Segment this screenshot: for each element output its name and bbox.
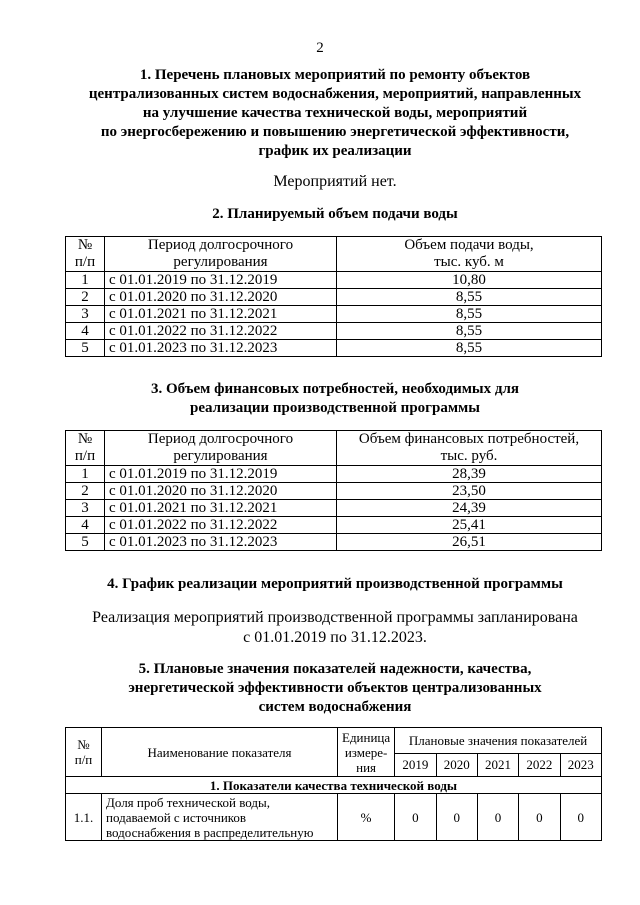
table-row	[66, 466, 602, 483]
row-num: 5	[66, 534, 105, 551]
section-1-text: Мероприятий нет.	[273, 173, 397, 190]
table-row	[66, 794, 602, 841]
row-period: с 01.01.2023 по 31.12.2023	[105, 534, 337, 551]
section-5-title-line: 5. Плановые значения показателей надежности, качества,	[138, 661, 532, 677]
header-finance: Объем финансовых потребностей, тыс. руб.	[337, 431, 602, 466]
row-period: с 01.01.2020 по 31.12.2020	[105, 289, 337, 306]
section-4-title: 4. График реализации мероприятий производственной программы	[107, 576, 563, 592]
row-value: 10,80	[337, 272, 602, 289]
table-row	[66, 500, 602, 517]
row-unit: %	[338, 794, 395, 841]
row-period: с 01.01.2020 по 31.12.2020	[105, 483, 337, 500]
header-num: № п/п	[66, 728, 102, 777]
indicators-table	[65, 727, 602, 841]
row-value: 8,55	[337, 289, 602, 306]
table-row	[66, 483, 602, 500]
header-year: 2023	[560, 753, 601, 776]
header-year: 2022	[519, 753, 560, 776]
header-planned-values: Плановые значения показателей	[395, 728, 602, 754]
section-3-title-line: реализации производственной программы	[190, 400, 480, 416]
row-value: 0	[436, 794, 477, 841]
row-value: 28,39	[337, 466, 602, 483]
row-period: с 01.01.2023 по 31.12.2023	[105, 340, 337, 357]
header-year: 2020	[436, 753, 477, 776]
row-indicator-name: Доля проб технической воды, подаваемой с источников водоснабжения в распределительную	[102, 794, 338, 841]
row-value: 0	[560, 794, 601, 841]
table-row	[66, 323, 602, 340]
section-1-title	[60, 66, 610, 161]
header-period: Период долгосрочного регулирования	[105, 431, 337, 466]
row-value: 8,55	[337, 306, 602, 323]
header-indicator-name: Наименование показателя	[102, 728, 338, 777]
row-num: 5	[66, 340, 105, 357]
row-period: с 01.01.2019 по 31.12.2019	[105, 466, 337, 483]
row-period: с 01.01.2022 по 31.12.2022	[105, 517, 337, 534]
section-1-title-line: на улучшение качества технической воды, мероприятий	[142, 105, 528, 121]
section-3-title-line: 3. Объем финансовых потребностей, необходимых для	[150, 381, 520, 397]
header-num: № п/п	[66, 431, 105, 466]
header-period: Период долгосрочного регулирования	[105, 237, 337, 272]
table-subsection-row	[66, 777, 602, 794]
row-period: с 01.01.2021 по 31.12.2021	[105, 500, 337, 517]
section-4-text-line: с 01.01.2019 по 31.12.2023.	[243, 629, 427, 646]
table-row	[66, 517, 602, 534]
header-volume: Объем подачи воды, тыс. куб. м	[337, 237, 602, 272]
row-value: 26,51	[337, 534, 602, 551]
row-value: 8,55	[337, 323, 602, 340]
section-1-title-line: по энергосбережению и повышению энергетической эффективности,	[100, 124, 570, 140]
row-num: 2	[66, 483, 105, 500]
water-supply-table	[65, 236, 602, 357]
table-row	[66, 340, 602, 357]
table-header-row	[66, 431, 602, 466]
row-value: 23,50	[337, 483, 602, 500]
table-row	[66, 306, 602, 323]
table-header-row	[66, 237, 602, 272]
section-1-title-line: график их реализации	[258, 143, 412, 159]
row-num: 3	[66, 500, 105, 517]
row-period: с 01.01.2022 по 31.12.2022	[105, 323, 337, 340]
row-value: 0	[477, 794, 518, 841]
table-header-row	[66, 728, 602, 754]
row-period: с 01.01.2019 по 31.12.2019	[105, 272, 337, 289]
section-5-title-line: систем водоснабжения	[258, 699, 412, 715]
row-num: 2	[66, 289, 105, 306]
section-4-text	[60, 608, 610, 648]
financial-needs-table	[65, 430, 602, 551]
header-unit: Единица измере- ния	[338, 728, 395, 777]
row-value: 24,39	[337, 500, 602, 517]
row-num: 4	[66, 517, 105, 534]
section-2-title: 2. Планируемый объем подачи воды	[212, 206, 458, 222]
page-number: 2	[316, 40, 324, 56]
row-value: 0	[519, 794, 560, 841]
header-year: 2021	[477, 753, 518, 776]
section-1-title-line: централизованных систем водоснабжения, мероприятий, направленных	[88, 86, 582, 102]
section-4-text-line: Реализация мероприятий производственной программы запланирована	[92, 609, 578, 626]
row-value: 0	[395, 794, 436, 841]
row-num: 1	[66, 272, 105, 289]
row-value: 8,55	[337, 340, 602, 357]
section-5-title	[60, 660, 610, 717]
table-row	[66, 272, 602, 289]
row-num: 1	[66, 466, 105, 483]
table-row	[66, 289, 602, 306]
row-num: 1.1.	[66, 794, 102, 841]
section-1-title-line: 1. Перечень плановых мероприятий по ремонту объектов	[139, 67, 531, 83]
section-5-title-line: энергетической эффективности объектов централизованных	[128, 680, 542, 696]
header-num: № п/п	[66, 237, 105, 272]
section-3-title	[60, 380, 610, 418]
row-num: 4	[66, 323, 105, 340]
row-value: 25,41	[337, 517, 602, 534]
row-period: с 01.01.2021 по 31.12.2021	[105, 306, 337, 323]
subsection-title: 1. Показатели качества технической воды	[66, 777, 602, 794]
header-year: 2019	[395, 753, 436, 776]
table-row	[66, 534, 602, 551]
row-num: 3	[66, 306, 105, 323]
